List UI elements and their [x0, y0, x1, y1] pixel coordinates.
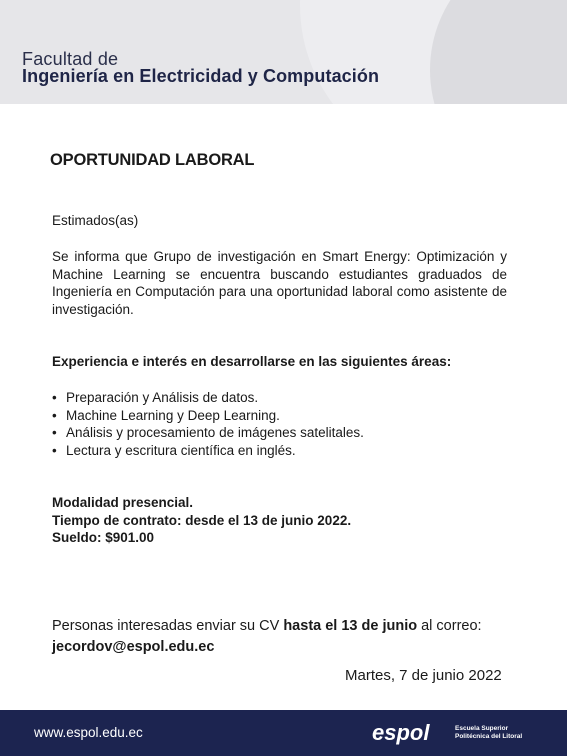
faculty-name-line2: Ingeniería en Electricidad y Computación	[22, 66, 380, 86]
footer	[0, 710, 567, 756]
area-text: Análisis y procesamiento de imágenes satelitales.	[66, 425, 364, 440]
bullet-icon: •	[52, 407, 57, 423]
page-title: OPORTUNIDAD LABORAL	[50, 151, 255, 169]
faculty-header	[0, 0, 567, 104]
list-item	[52, 389, 364, 407]
contact-prefix: Personas interesadas enviar su CV	[52, 618, 284, 634]
website-link[interactable]: www.espol.edu.ec	[34, 725, 143, 740]
salary: Sueldo: $901.00	[52, 530, 155, 545]
deadline: hasta el 13 de junio	[283, 618, 418, 634]
logo-wordmark: espol	[372, 720, 430, 745]
list-item	[52, 407, 364, 425]
area-text: Machine Learning y Deep Learning.	[66, 407, 280, 423]
email-link[interactable]	[52, 637, 482, 658]
contract-term: Tiempo de contrato: desde el 13 de junio 2022.	[52, 512, 352, 528]
modality: Modalidad presencial.	[52, 495, 194, 510]
contact-suffix: al correo:	[417, 618, 482, 634]
job-conditions	[52, 494, 351, 547]
faculty-name-line1: Facultad de	[22, 49, 119, 69]
contact-info	[52, 616, 482, 658]
contact-line	[52, 616, 482, 637]
list-item	[52, 424, 364, 442]
logo-subtitle	[455, 725, 522, 740]
email-text: jecordov@espol.edu.ec	[52, 639, 215, 655]
bullet-icon: •	[52, 390, 57, 405]
list-item	[52, 442, 364, 460]
announcement-paragraph: Se informa que Grupo de investigación en Smart Energy: Optimización y Machine Learning se encuentra buscando estudiantes graduados de Ingeniería en Computación para una oportunidad laboral como asistente de investigación.	[52, 249, 507, 317]
logo-subtitle-line1: Escuela Superior	[455, 725, 509, 732]
bullet-icon: •	[52, 425, 57, 440]
header-decoration	[430, 0, 567, 104]
area-text: Preparación y Análisis de datos.	[66, 390, 259, 405]
area-text: Lectura y escritura científica en inglés.	[66, 442, 296, 458]
areas-list	[52, 389, 364, 459]
document-date: Martes, 7 de junio 2022	[345, 667, 502, 684]
logo-subtitle-line2: Politécnica del Litoral	[455, 732, 523, 740]
areas-heading: Experiencia e interés en desarrollarse en las siguientes áreas:	[52, 354, 452, 369]
bullet-icon: •	[52, 442, 57, 458]
greeting: Estimados(as)	[52, 213, 139, 228]
